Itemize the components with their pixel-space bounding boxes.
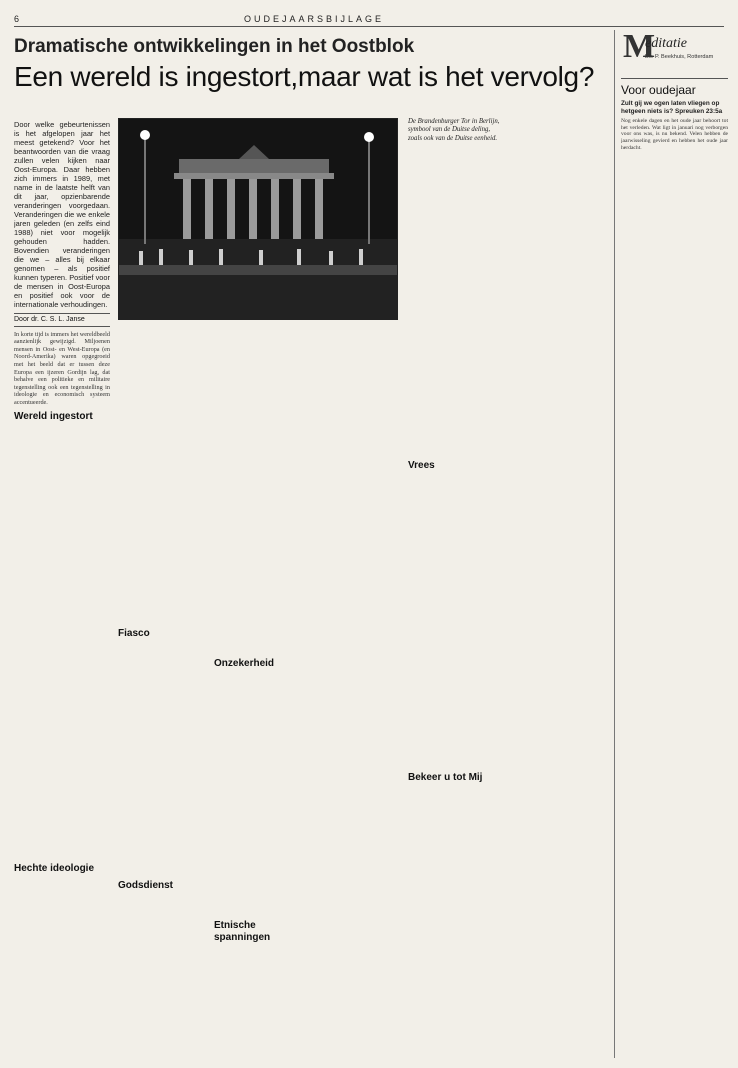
column-3 <box>214 328 304 1060</box>
heading-vrees: Vrees <box>408 460 435 471</box>
column-1 <box>14 120 110 1060</box>
section-title: OUDEJAARSBIJLAGE <box>243 14 385 24</box>
heading-fiasco: Fiasco <box>118 628 150 639</box>
meditatie-body: Nog enkele dagen en het oude jaar behoort tot het verleden. Wat ligt in januari nog verborgen voor ons was, is nu bekend. Velen hebben de jaarwisseling gevierd en hebben het oude jaar herdacht. <box>621 118 728 151</box>
masthead <box>14 14 724 27</box>
newspaper-page <box>14 10 728 1062</box>
meditatie-logo-letter: M <box>623 28 656 65</box>
heading-bekeer: Bekeer u tot Mij <box>408 772 483 783</box>
heading-godsdienst: Godsdienst <box>118 880 174 891</box>
byline: Door dr. C. S. L. Janse <box>14 313 110 327</box>
heading-hechte-ideologie: Hechte ideologie <box>14 862 95 874</box>
heading-etnische-spanningen: Etnische spanningen <box>214 920 271 943</box>
article-lead: In korte tijd is immers het wereldbeeld aanzienlijk gewijzigd. Miljoenen mensen in Oost- en West-Europa (en Noord-Amerika) waren opgegroeid met het beeld dat er tussen deze Europa een ijzeren Gordijn lag, dat behalve een politieke en militaire tegenstelling ook een tegenstelling in ideologie en economisch systeem accentueerde. <box>14 330 110 406</box>
article-intro: Door welke gebeurtenissen is het afgelopen jaar het meest getekend? Voor het beantwoorden van die vraag zullen velen kijken naar Oost-Europa. Daar hebben zich immers in 1989, met name in de laatste helft van dit jaar, opzienbarende veranderingen voorgedaan. Veranderingen die we enkele jaren geleden (en zelfs eind 1988) niet voor mogelijk gehouden hadden. Bovendien veranderingen die we – alles bij elkaar genomen – als positief kunnen typeren. Positief voor de mensen in Oost-Europa en positief ook voor de internationale verhoudingen. <box>14 120 110 309</box>
meditatie-sidebar <box>614 30 728 1058</box>
heading-wereld-ingestort: Wereld ingestort <box>14 410 93 422</box>
article-kicker: Dramatische ontwikkelingen in het Oostblok <box>14 36 415 57</box>
page-number: 6 <box>14 14 20 24</box>
brandenburger-tor-photo <box>118 118 398 320</box>
meditatie-title: Voor oudejaar <box>621 78 728 97</box>
column-4 <box>408 160 504 1060</box>
meditatie-subtitle: Zult gij we ogen laten vliegen op hetgeen niets is? Spreuken 23:5a <box>621 100 723 115</box>
column-2 <box>118 328 208 1060</box>
heading-onzekerheid: Onzekerheid <box>214 658 275 669</box>
meditatie-logo-word: editatie <box>645 36 687 51</box>
meditatie-logo <box>621 30 728 66</box>
photo-caption: De Brandenburger Tor in Berlijn, symbool van de Duitse deling, zoals ook van de Duitse eenheid. <box>408 118 500 142</box>
meditatie-author: Ds. P. Beekhuis, Rotterdam <box>645 54 714 60</box>
article-headline: Een wereld is ingestort,maar wat is het vervolg? <box>14 61 595 92</box>
